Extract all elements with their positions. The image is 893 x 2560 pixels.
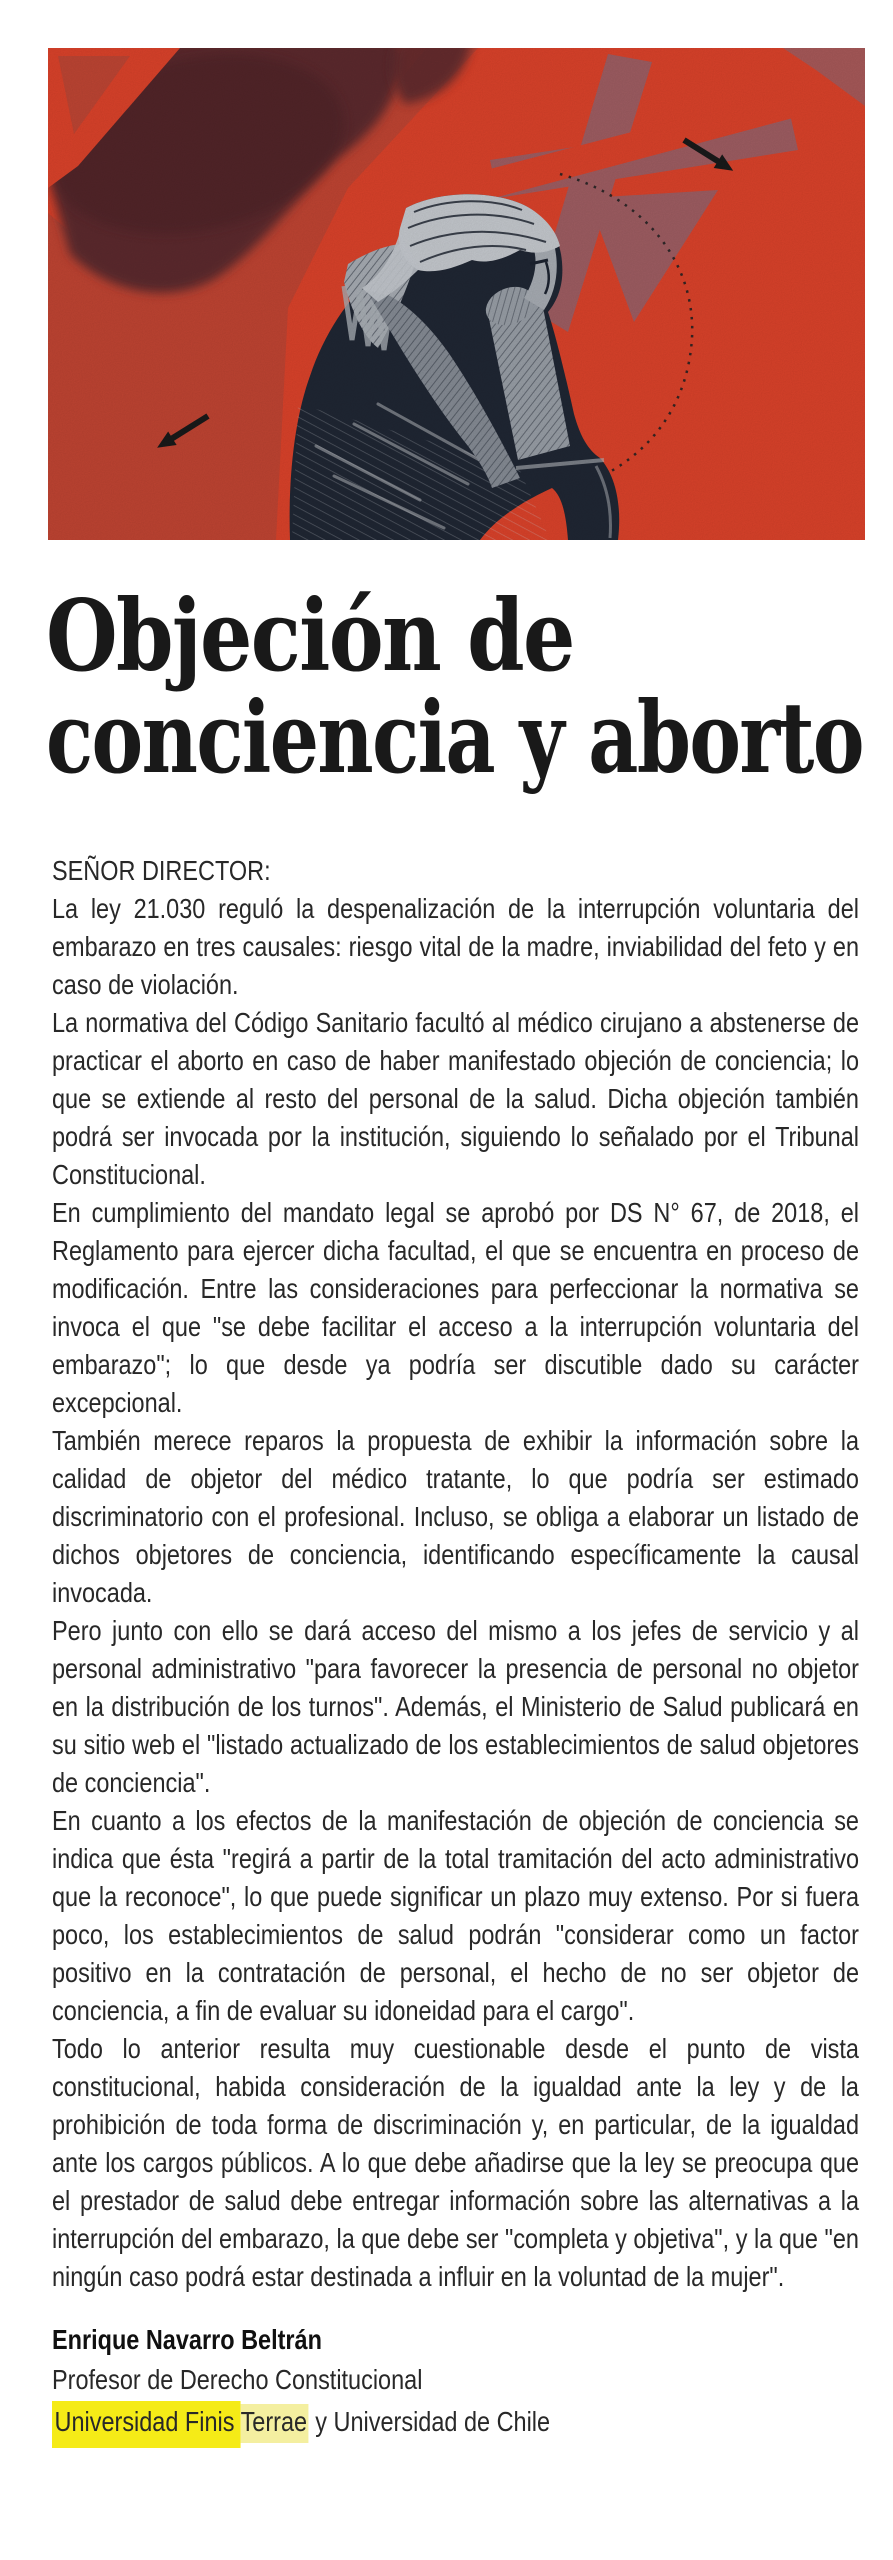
letter-paragraph: Todo lo anterior resulta muy cuestionable desde el punto de vista constitucional, habida consideración de la igualdad ante la ley y de la prohibición de toda forma de discriminación y, en particular, de la igualdad ante los cargos públicos. A lo que debe añadirse que la ley se preocupa que el prestador de salud debe entregar información sobre las alternativas a la interrupción del embarazo, la que debe ser "completa y objetiva", y la que "en ningún caso podrá estar destinada a influir en la voluntad de la mujer".: [52, 2033, 859, 2292]
letter-paragraph: En cumplimiento del mandato legal se aprobó por DS N° 67, de 2018, el Reglamento para ejercer dicha facultad, el que se encuentra en proceso de modificación. Entre las consideraciones para perfeccionar la normativa se invoca el que "se debe facilitar el acceso a la interrupción voluntaria del embarazo"; lo que desde ya podría ser discutible dado su carácter excepcional.: [52, 1197, 859, 1418]
letter-paragraph: La normativa del Código Sanitario facultó al médico cirujano a abstenerse de practicar el aborto en caso de haber manifestado objeción de conciencia; lo que se extiende al resto del personal de la salud. Dicha objeción también podrá ser invocada por la institución, siguiendo lo señalado por el Tribunal Constitucional.: [52, 1007, 859, 1190]
author-title: Profesor de Derecho Constitucional: [52, 2364, 423, 2395]
signature-block: [52, 2320, 859, 2442]
grain-texture: [48, 48, 865, 540]
salutation: SEÑOR DIRECTOR:: [52, 855, 271, 886]
letter-paragraph: En cuanto a los efectos de la manifestación de objeción de conciencia se indica que ésta "regirá a partir de la total tramitación del acto administrativo que la reconoce", lo que puede significar un plazo muy extenso. Por si fuera poco, los establecimientos de salud podrán "considerar como un factor positivo en la contratación de personal, el hecho de no ser objetor de conciencia, a fin de evaluar su idoneidad para el cargo".: [52, 1805, 859, 2026]
highlighted-affiliation: Universidad Finis: [52, 2401, 241, 2448]
article-headline: [46, 579, 876, 796]
affiliation-rest: y Universidad de Chile: [308, 2406, 551, 2437]
thinker-illustration: [48, 48, 865, 540]
headline-line-2: conciencia y aborto: [46, 681, 863, 796]
letter-body: [52, 852, 859, 2442]
author-name: Enrique Navarro Beltrán: [52, 2324, 322, 2355]
letter-paragraph: Pero junto con ello se dará acceso del mismo a los jefes de servicio y al personal administrativo "para favorecer la presencia de personal no objetor en la distribución de los turnos". Además, el Ministerio de Salud publicará en su sitio web el "listado actualizado de los establecimientos de salud objetores de conciencia".: [52, 1615, 859, 1798]
letter-paragraph: La ley 21.030 reguló la despenalización de la interrupción voluntaria del embarazo en tres causales: riesgo vital de la madre, inviabilidad del feto y en caso de violación.: [52, 893, 859, 1000]
author-affiliation: [52, 2402, 859, 2442]
headline-line-1: Objeción de: [46, 579, 574, 694]
letter-paragraphs: [52, 890, 859, 2296]
highlighted-affiliation-light: Terrae: [241, 2404, 309, 2443]
letter-paragraph: También merece reparos la propuesta de exhibir la información sobre la calidad de objetor del médico tratante, lo que podría ser estimado discriminatorio con el profesional. Incluso, se obliga a elaborar un listado de dichos objetores de conciencia, identificando específicamente la causal invocada.: [52, 1425, 859, 1608]
